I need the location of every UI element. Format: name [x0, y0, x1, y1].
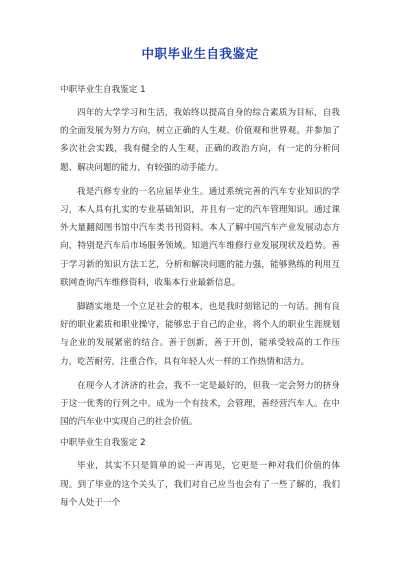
section-heading-2: 中职毕业生自我鉴定 2 — [60, 438, 146, 449]
paragraph-1-2: 我是汽修专业的一名应届毕业生。通过系统完善的汽车专业知识的学习，本人具有扎实的专业基础知识，并且有一定的汽车管理知识。通过课外大量翻阅图书馆中汽车类书刊资料。本人了解中国汽车产业发展动态方向，特别是汽车后市场服务领域。知道汽车维修行业发展现状及趋势。善于学习新的知识方法工艺，分析和解决问题的能力强，能够熟练的利用互联网查询汽车维修资料，收集本行业最新信息。 — [60, 186, 340, 288]
section-heading-1: 中职毕业生自我鉴定 1 — [60, 85, 146, 95]
paragraph-1-1: 四年的大学学习和生活，我始终以提高自身的综合素质为目标，自我的全面发展为努力方向，树立正确的人生观、价值观和世界观。并参加了多次社会实践，我有健全的人生观，正确的政治方向，有一定的分析问题、解决问题的能力，有较强的动手能力。 — [60, 108, 340, 173]
paragraph-2-1: 毕业，其实不只是简单的说一声再见，它更是一种对我们价值的体现。到了毕业的这个关头了，我们对自己应当也会有了一些了解的，我们每个人处于一个 — [60, 461, 340, 508]
paragraph-1-4: 在现今人才济济的社会，我不一定是最好的，但我一定会努力的挤身于这一优秀的行列之中。成为一个有技术，会管理，善经营汽车人。在中国的汽车业中实现自己的社会价值。 — [60, 380, 340, 428]
document-title: 中职毕业生自我鉴定 — [141, 46, 259, 61]
paragraph-1-3: 脚踏实地是一个立足社会的根本，也是我时刻铭记的一句话。拥有良好的职业素质和职业操守，能够忠于自己的企业，将个人的职业生涯规划与企业的发展紧密的结合。善于创新，善于开创，能承受较高的工作压力，吃苦耐劳，注重合作，具有年轻人火一样的工作热情和活力。 — [60, 302, 340, 367]
